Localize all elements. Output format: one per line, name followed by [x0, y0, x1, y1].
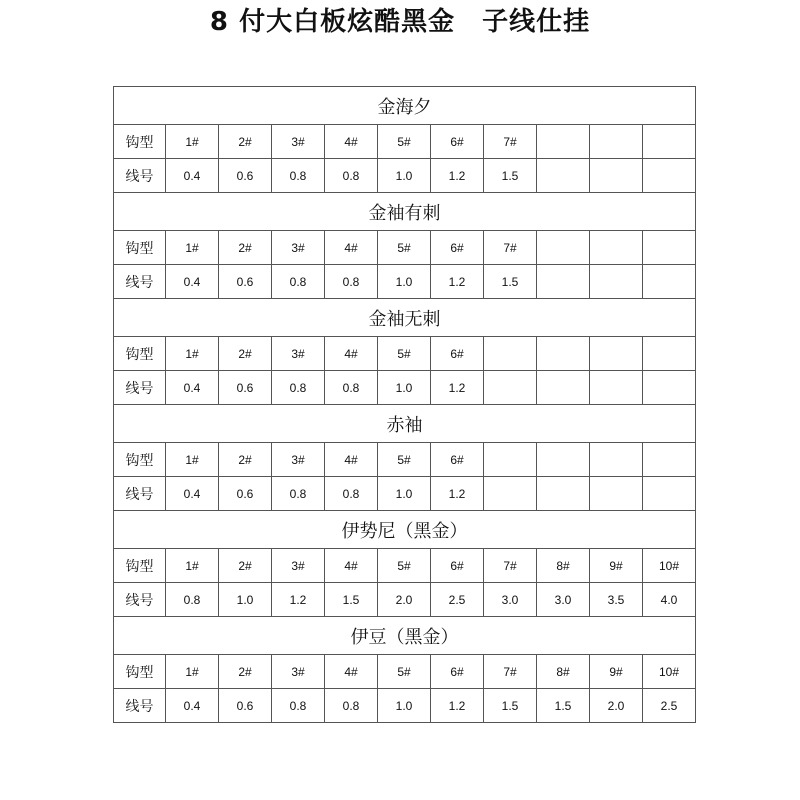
line-size-cell: 2.5 — [431, 583, 484, 617]
hook-size-row — [114, 125, 696, 159]
hook-size-cell: 7# — [484, 231, 537, 265]
section-title: 伊豆（黑金） — [114, 617, 696, 655]
hook-size-row — [114, 549, 696, 583]
line-size-cell: 1.0 — [378, 689, 431, 723]
hook-size-cell: 6# — [431, 549, 484, 583]
section-header-row — [114, 511, 696, 549]
hook-size-cell: 1# — [166, 231, 219, 265]
hook-size-cell — [484, 337, 537, 371]
line-size-cell: 0.4 — [166, 159, 219, 193]
line-size-cell — [537, 265, 590, 299]
line-size-cell: 1.5 — [484, 265, 537, 299]
hook-size-cell — [643, 125, 696, 159]
line-size-cell: 1.5 — [484, 159, 537, 193]
hook-size-cell — [590, 443, 643, 477]
hook-size-cell: 4# — [325, 443, 378, 477]
hook-size-cell: 4# — [325, 655, 378, 689]
hook-size-cell: 1# — [166, 125, 219, 159]
line-number-label: 线号 — [114, 583, 166, 617]
line-size-cell: 0.6 — [219, 477, 272, 511]
hook-size-cell: 5# — [378, 549, 431, 583]
section-title: 金袖无刺 — [114, 299, 696, 337]
line-size-cell: 2.0 — [590, 689, 643, 723]
hook-size-cell: 6# — [431, 655, 484, 689]
line-size-cell: 0.8 — [272, 689, 325, 723]
hook-size-cell: 9# — [590, 549, 643, 583]
line-size-cell: 0.4 — [166, 477, 219, 511]
line-size-cell: 3.5 — [590, 583, 643, 617]
line-size-cell: 1.0 — [378, 265, 431, 299]
line-size-cell: 0.8 — [272, 265, 325, 299]
section-header-row — [114, 87, 696, 125]
hook-size-row — [114, 655, 696, 689]
line-size-cell: 1.5 — [484, 689, 537, 723]
line-size-cell: 0.6 — [219, 159, 272, 193]
hook-type-label: 钩型 — [114, 125, 166, 159]
line-size-cell: 1.0 — [378, 371, 431, 405]
hook-size-cell: 3# — [272, 443, 325, 477]
line-size-cell — [537, 477, 590, 511]
line-size-row — [114, 371, 696, 405]
line-size-row — [114, 477, 696, 511]
hook-size-cell: 4# — [325, 549, 378, 583]
hook-size-cell: 2# — [219, 655, 272, 689]
line-size-cell: 0.6 — [219, 689, 272, 723]
hook-size-cell: 5# — [378, 231, 431, 265]
hook-size-cell: 2# — [219, 337, 272, 371]
hook-size-cell — [590, 231, 643, 265]
line-size-cell: 1.2 — [431, 371, 484, 405]
hook-size-cell: 10# — [643, 655, 696, 689]
line-size-cell: 0.8 — [272, 371, 325, 405]
line-size-cell: 1.2 — [272, 583, 325, 617]
hook-type-label: 钩型 — [114, 231, 166, 265]
hook-size-cell: 3# — [272, 231, 325, 265]
hook-size-cell: 1# — [166, 443, 219, 477]
line-size-cell: 1.5 — [537, 689, 590, 723]
line-size-cell: 4.0 — [643, 583, 696, 617]
hook-size-cell — [590, 125, 643, 159]
line-size-cell: 0.8 — [325, 371, 378, 405]
line-size-row — [114, 159, 696, 193]
line-size-cell: 0.8 — [272, 159, 325, 193]
hook-size-cell: 8# — [537, 655, 590, 689]
line-number-label: 线号 — [114, 477, 166, 511]
hook-size-cell: 9# — [590, 655, 643, 689]
line-size-cell — [590, 477, 643, 511]
hook-size-cell: 1# — [166, 337, 219, 371]
hook-size-cell: 2# — [219, 549, 272, 583]
hook-type-label: 钩型 — [114, 337, 166, 371]
line-size-cell: 1.0 — [378, 159, 431, 193]
line-size-cell — [643, 371, 696, 405]
line-number-label: 线号 — [114, 159, 166, 193]
hook-size-cell: 2# — [219, 231, 272, 265]
line-size-cell: 1.2 — [431, 159, 484, 193]
line-size-cell — [643, 159, 696, 193]
hook-size-cell — [590, 337, 643, 371]
hook-size-cell: 5# — [378, 125, 431, 159]
hook-size-row — [114, 443, 696, 477]
section-title: 伊势尼（黑金） — [114, 511, 696, 549]
hook-size-cell — [537, 337, 590, 371]
hook-type-label: 钩型 — [114, 443, 166, 477]
page-title: 8 付大白板炫酷黑金 子线仕挂 — [209, 7, 591, 37]
hook-size-cell: 3# — [272, 125, 325, 159]
hook-size-cell — [537, 125, 590, 159]
hook-size-cell: 3# — [272, 655, 325, 689]
line-size-cell: 1.2 — [431, 477, 484, 511]
hook-size-cell: 8# — [537, 549, 590, 583]
hook-size-cell: 7# — [484, 655, 537, 689]
line-size-cell — [590, 371, 643, 405]
line-size-cell — [590, 265, 643, 299]
hook-size-cell: 5# — [378, 443, 431, 477]
hook-size-cell: 4# — [325, 337, 378, 371]
line-size-row — [114, 265, 696, 299]
section-title: 金袖有刺 — [114, 193, 696, 231]
hook-size-cell: 2# — [219, 125, 272, 159]
line-size-cell: 0.8 — [166, 583, 219, 617]
hook-size-cell: 6# — [431, 443, 484, 477]
rig-spec-table — [113, 86, 696, 723]
line-size-cell: 2.0 — [378, 583, 431, 617]
section-header-row — [114, 299, 696, 337]
line-size-cell: 0.8 — [325, 477, 378, 511]
line-size-cell: 0.8 — [325, 265, 378, 299]
line-size-cell — [590, 159, 643, 193]
line-size-cell — [643, 477, 696, 511]
hook-size-cell: 1# — [166, 655, 219, 689]
hook-size-cell: 5# — [378, 655, 431, 689]
line-size-cell: 3.0 — [537, 583, 590, 617]
hook-size-cell: 5# — [378, 337, 431, 371]
line-size-cell: 0.8 — [325, 159, 378, 193]
line-number-label: 线号 — [114, 689, 166, 723]
line-size-cell — [643, 265, 696, 299]
hook-size-cell — [643, 337, 696, 371]
line-size-cell: 1.0 — [219, 583, 272, 617]
section-header-row — [114, 617, 696, 655]
line-number-label: 线号 — [114, 265, 166, 299]
line-size-cell — [484, 477, 537, 511]
hook-type-label: 钩型 — [114, 655, 166, 689]
hook-size-cell: 6# — [431, 125, 484, 159]
line-size-cell: 3.0 — [484, 583, 537, 617]
line-size-cell: 1.2 — [431, 689, 484, 723]
hook-size-row — [114, 231, 696, 265]
hook-size-cell: 3# — [272, 549, 325, 583]
line-size-cell — [537, 159, 590, 193]
hook-size-cell: 1# — [166, 549, 219, 583]
line-size-cell: 2.5 — [643, 689, 696, 723]
line-size-cell: 0.8 — [325, 689, 378, 723]
line-size-cell: 0.4 — [166, 689, 219, 723]
line-size-cell: 0.8 — [272, 477, 325, 511]
line-size-cell: 1.0 — [378, 477, 431, 511]
line-size-cell — [484, 371, 537, 405]
line-size-row — [114, 583, 696, 617]
hook-size-cell — [484, 443, 537, 477]
line-size-cell: 0.6 — [219, 371, 272, 405]
hook-size-cell: 10# — [643, 549, 696, 583]
line-size-cell: 0.4 — [166, 265, 219, 299]
hook-size-cell: 7# — [484, 125, 537, 159]
line-size-cell: 1.2 — [431, 265, 484, 299]
section-header-row — [114, 405, 696, 443]
hook-size-cell: 4# — [325, 125, 378, 159]
hook-size-cell — [537, 443, 590, 477]
hook-size-cell: 4# — [325, 231, 378, 265]
section-title: 金海夕 — [114, 87, 696, 125]
line-size-row — [114, 689, 696, 723]
hook-size-cell — [643, 231, 696, 265]
line-number-label: 线号 — [114, 371, 166, 405]
hook-size-cell: 6# — [431, 337, 484, 371]
section-header-row — [114, 193, 696, 231]
hook-type-label: 钩型 — [114, 549, 166, 583]
hook-size-cell — [643, 443, 696, 477]
hook-size-cell: 6# — [431, 231, 484, 265]
hook-size-cell: 7# — [484, 549, 537, 583]
hook-size-cell — [537, 231, 590, 265]
hook-size-cell: 3# — [272, 337, 325, 371]
line-size-cell: 0.6 — [219, 265, 272, 299]
line-size-cell: 1.5 — [325, 583, 378, 617]
line-size-cell: 0.4 — [166, 371, 219, 405]
hook-size-row — [114, 337, 696, 371]
hook-size-cell: 2# — [219, 443, 272, 477]
section-title: 赤袖 — [114, 405, 696, 443]
line-size-cell — [537, 371, 590, 405]
